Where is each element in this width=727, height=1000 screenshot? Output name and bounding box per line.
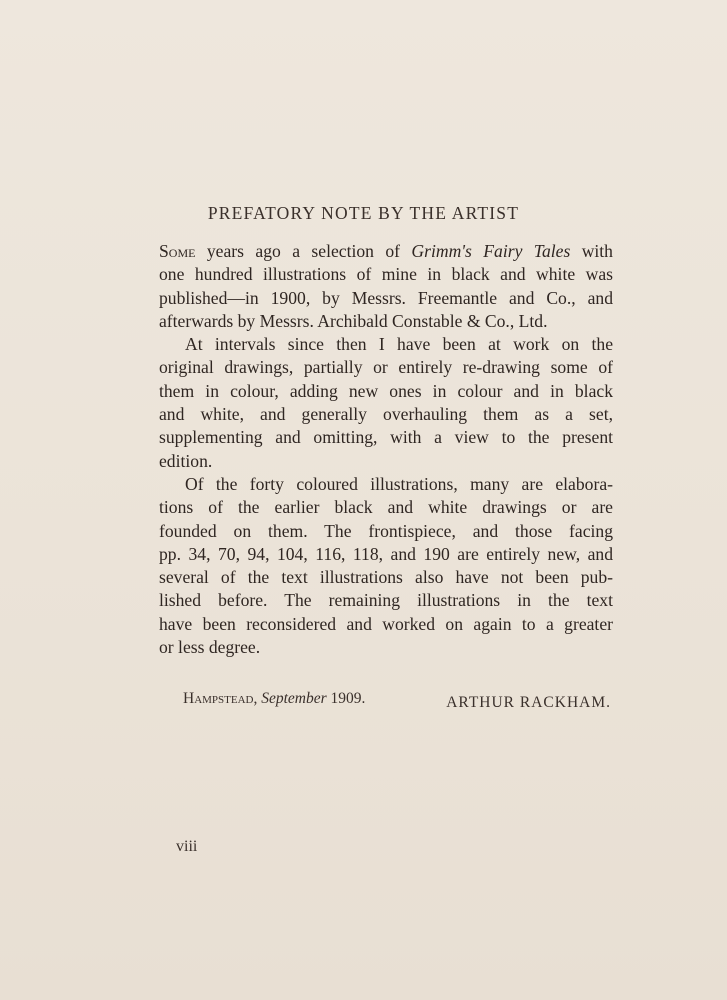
signature-artist: ARTHUR RACKHAM. bbox=[446, 694, 611, 711]
prefatory-note-body bbox=[159, 240, 613, 659]
signature-place: Hampstead, bbox=[183, 690, 258, 707]
signature-place-date bbox=[183, 690, 365, 708]
paragraph-3-line: founded on them. The frontispiece, and those facing bbox=[159, 520, 613, 541]
paragraph-1-line: one hundred illustrations of mine in black and white was bbox=[159, 264, 613, 285]
paragraph-2-line: At intervals since then I have been at work on the bbox=[185, 334, 613, 355]
paragraph-1-line-1 bbox=[159, 240, 613, 263]
paragraph-2-line: and white, and generally overhauling them as a set, bbox=[159, 404, 613, 425]
paragraph-2-line: them in colour, adding new ones in colour and in black bbox=[159, 380, 613, 401]
paragraph-3-line: tions of the earlier black and white drawings or are bbox=[159, 497, 613, 518]
paragraph-3-line: lished before. The remaining illustrations in the text bbox=[159, 590, 613, 611]
paragraph-3-line: Of the forty coloured illustrations, many are elabora- bbox=[185, 473, 613, 494]
paragraph-3-line: pp. 34, 70, 94, 104, 116, 118, and 190 are entirely new, and bbox=[159, 543, 613, 564]
paragraph-3-line: several of the text illustrations also have not been pub- bbox=[159, 567, 613, 588]
signature-year: 1909. bbox=[330, 690, 366, 707]
opening-word: Some bbox=[159, 241, 196, 261]
page-number: viii bbox=[176, 838, 198, 855]
paragraph-2-line: supplementing and omitting, with a view to the present bbox=[159, 427, 613, 448]
paragraph-2-line: edition. bbox=[159, 450, 213, 471]
paragraph-1-line: published—in 1900, by Messrs. Freemantle and Co., and bbox=[159, 287, 613, 308]
line-segment: years ago a selection of bbox=[195, 241, 412, 261]
paragraph-1-line: afterwards by Messrs. Archibald Constable & Co., Ltd. bbox=[159, 310, 548, 331]
paragraph-2-line: original drawings, partially or entirely re-drawing some of bbox=[159, 357, 613, 378]
paragraph-3-line: have been reconsidered and worked on again to a greater bbox=[159, 613, 613, 634]
signature-month: September bbox=[261, 690, 327, 707]
book-title: Grimm's Fairy Tales bbox=[411, 241, 571, 261]
paragraph-3-line: or less degree. bbox=[159, 637, 261, 658]
page-heading: PREFATORY NOTE BY THE ARTIST bbox=[207, 203, 520, 223]
line-segment: with bbox=[570, 241, 613, 261]
